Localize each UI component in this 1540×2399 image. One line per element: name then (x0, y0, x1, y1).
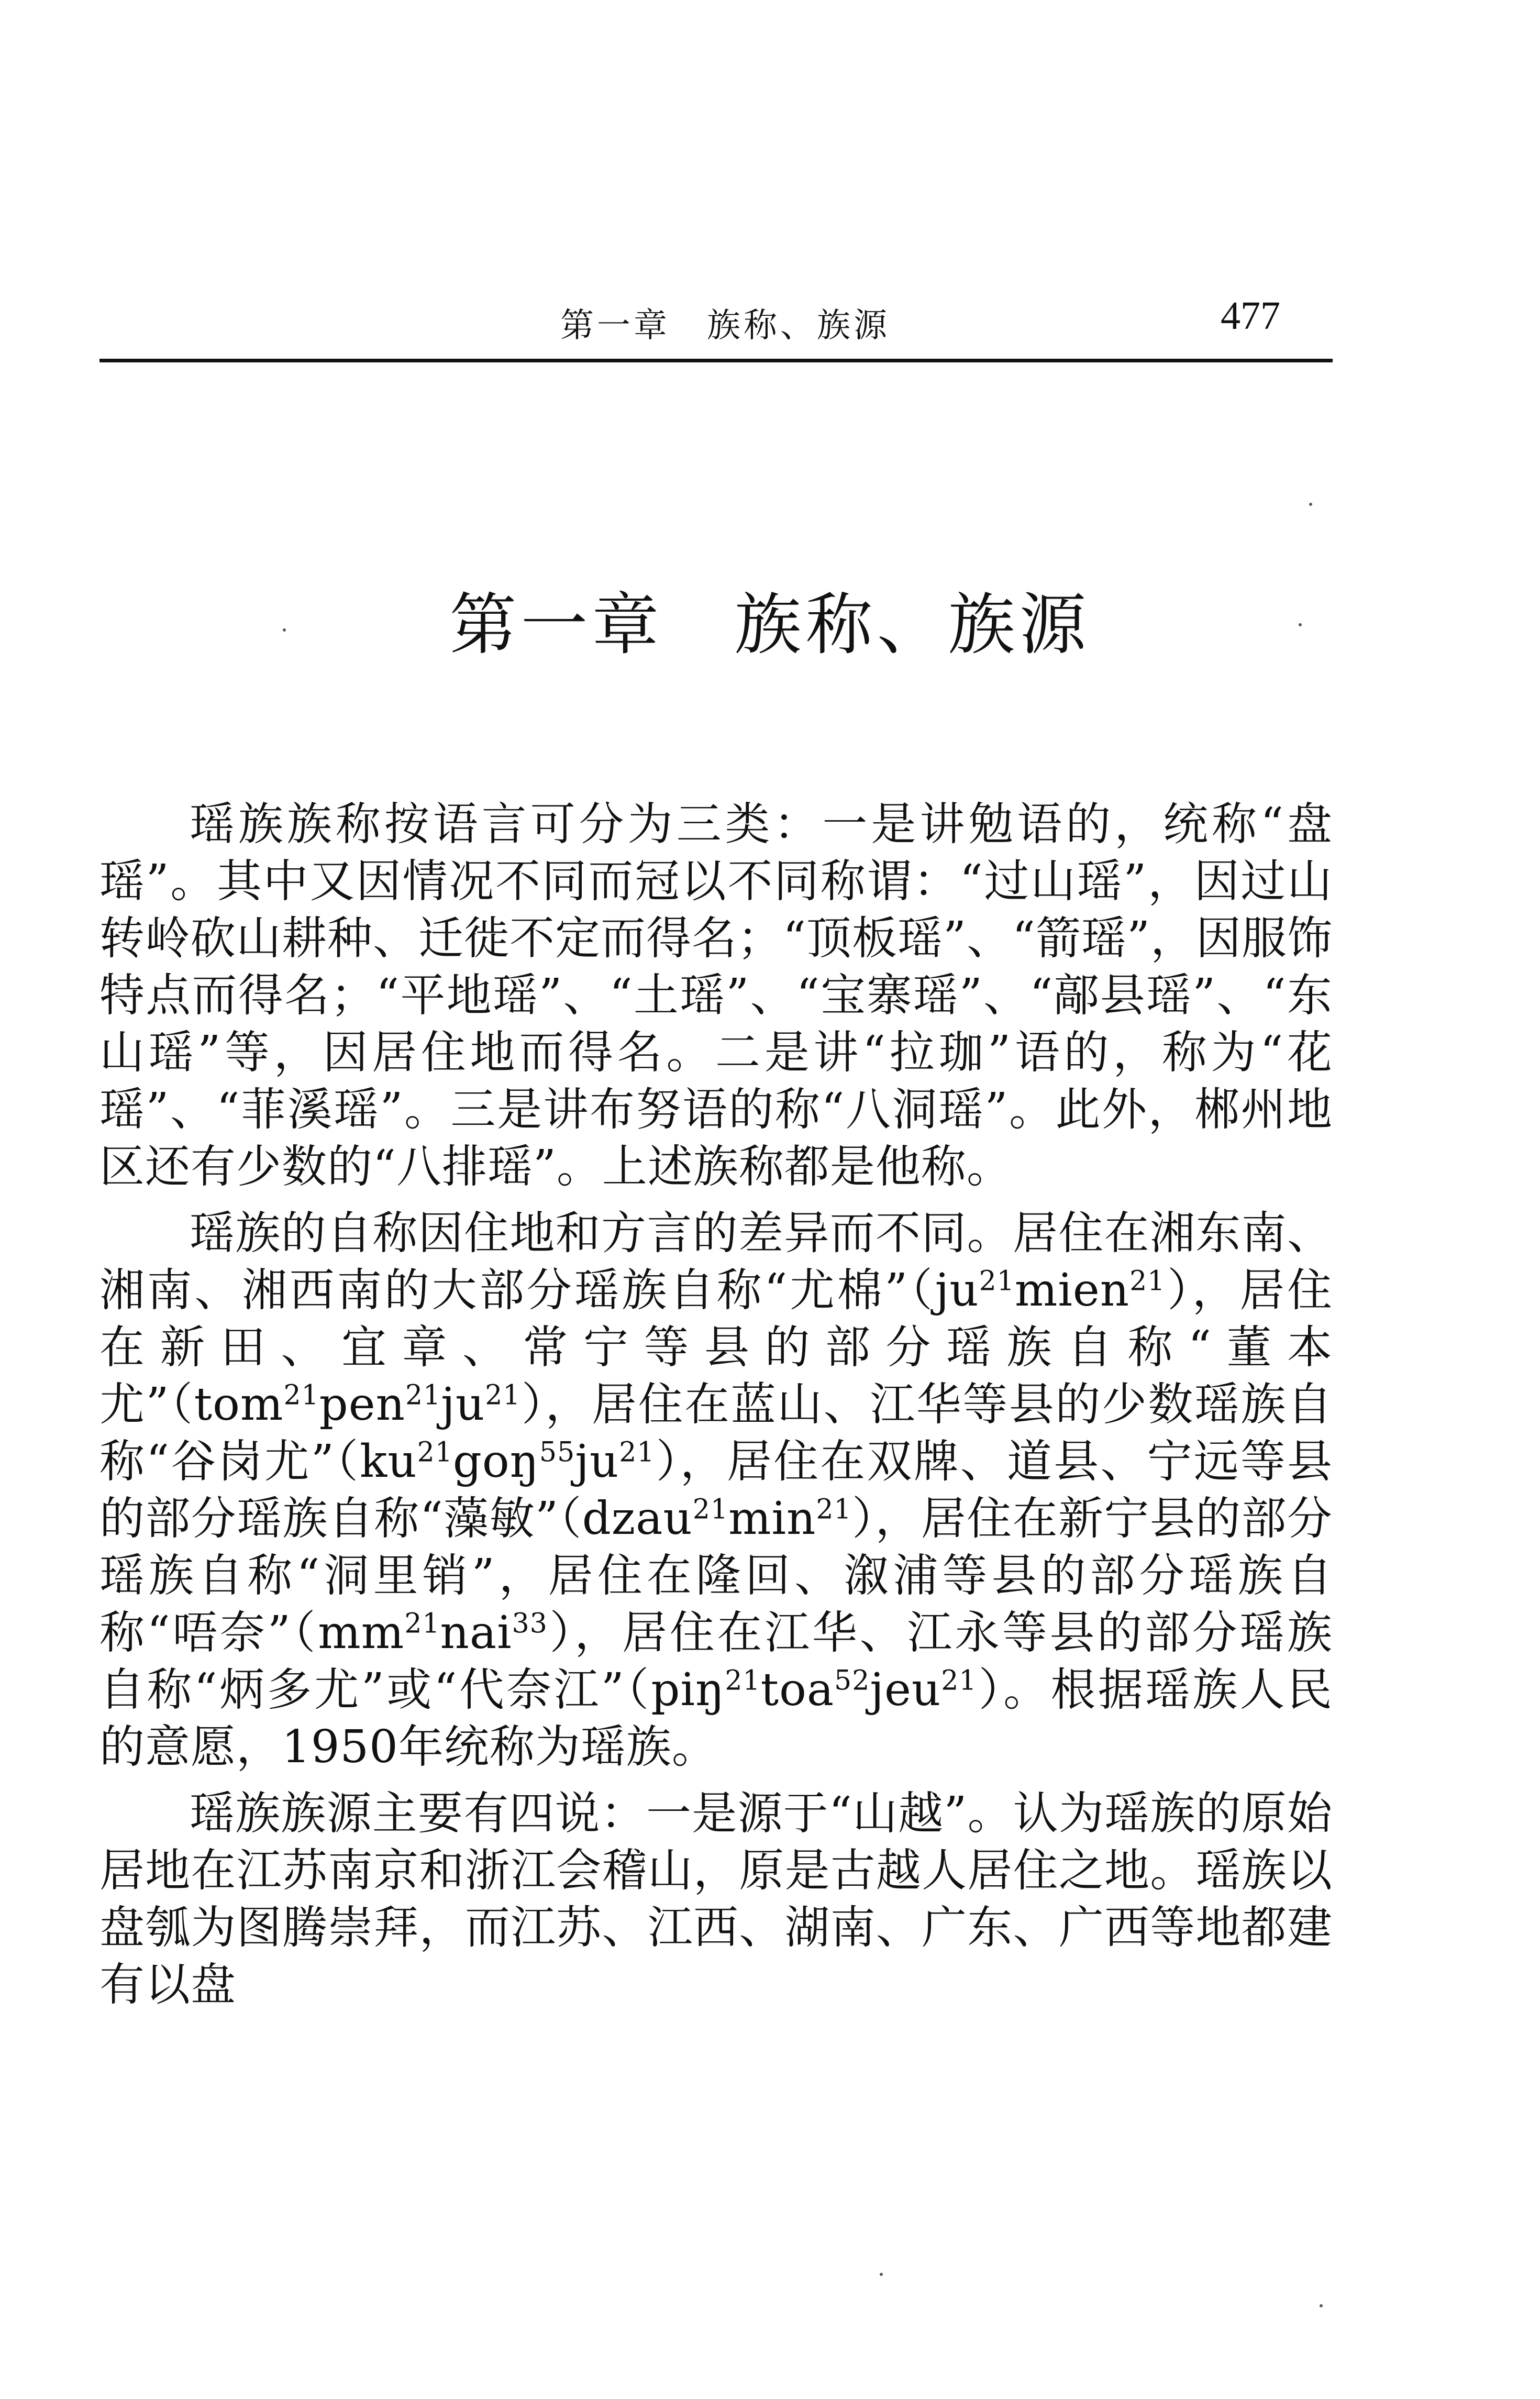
scan-speck (1320, 2304, 1323, 2307)
paragraph-ethnonyms: 瑶族族称按语言可分为三类：一是讲勉语的，统称“盘瑶”。其中又因情况不同而冠以不同称谓：“过山瑶”，因过山转岭砍山耕种、迁徙不定而得名；“顶板瑶”、“箭瑶”，因服饰特点而得名；“平地瑶”、“土瑶”、“宝寨瑶”、“鄗县瑶”、“东山瑶”等，因居住地而得名。二是讲“拉珈”语的，称为“花瑶”、“菲溪瑶”。三是讲布努语的称“八洞瑶”。此外，郴州地区还有少数的“八排瑶”。上述族称都是他称。 (99, 798, 1333, 1193)
chapter-title: 第一章 族称、族源 (449, 586, 1091, 664)
paragraph-self-names: 瑶族的自称因住地和方言的差异而不同。居住在湘东南、湘南、湘西南的大部分瑶族自称“尤棉$”(ju^{21}mien^{21})$，居住在新田、宜章、常宁等县的部分瑶族自称“董本尤$”(tom^{21}pen^{21}ju^{21})$，居住在蓝山、江华等县的少数瑶族自称“谷岗尤$”(ku^{21}goŋ^{55}ju^{21})$，居住在双牌、道县、宁远等县的部分瑶族自称“藻敏$”(dzau^{21}\min^{21})$，居住在新宁县的部分瑶族自称“洞里销”，居住在隆回、溆浦等县的部分瑶族自称“唔奈$”(mm^{21}nai^{33})$，居住在江华、江永等县的部分瑶族自称“炳多尤”或“代奈江”（piŋ$^{21}$toa$^{52}$jeu$^{21}$）。根据瑶族人民的意愿，1950年统称为瑶族。 (99, 1207, 1333, 1773)
page-number: 477 (1221, 294, 1280, 338)
scan-speck (1299, 623, 1302, 626)
paragraph-origins: 瑶族族源主要有四说：一是源于“山越”。认为瑶族的原始居地在江苏南京和浙江会稽山，原是古越人居住之地。瑶族以盘瓠为图腾崇拜，而江苏、江西、湖南、广东、广西等地都建有以盘 (99, 1787, 1333, 2011)
scan-speck (1309, 503, 1312, 506)
body-text (99, 796, 1333, 2023)
running-header (99, 283, 1330, 346)
running-title: 第一章 族称、族源 (560, 306, 890, 345)
header-rule (99, 359, 1333, 362)
scan-speck (880, 2273, 883, 2276)
scan-speck (283, 628, 286, 632)
